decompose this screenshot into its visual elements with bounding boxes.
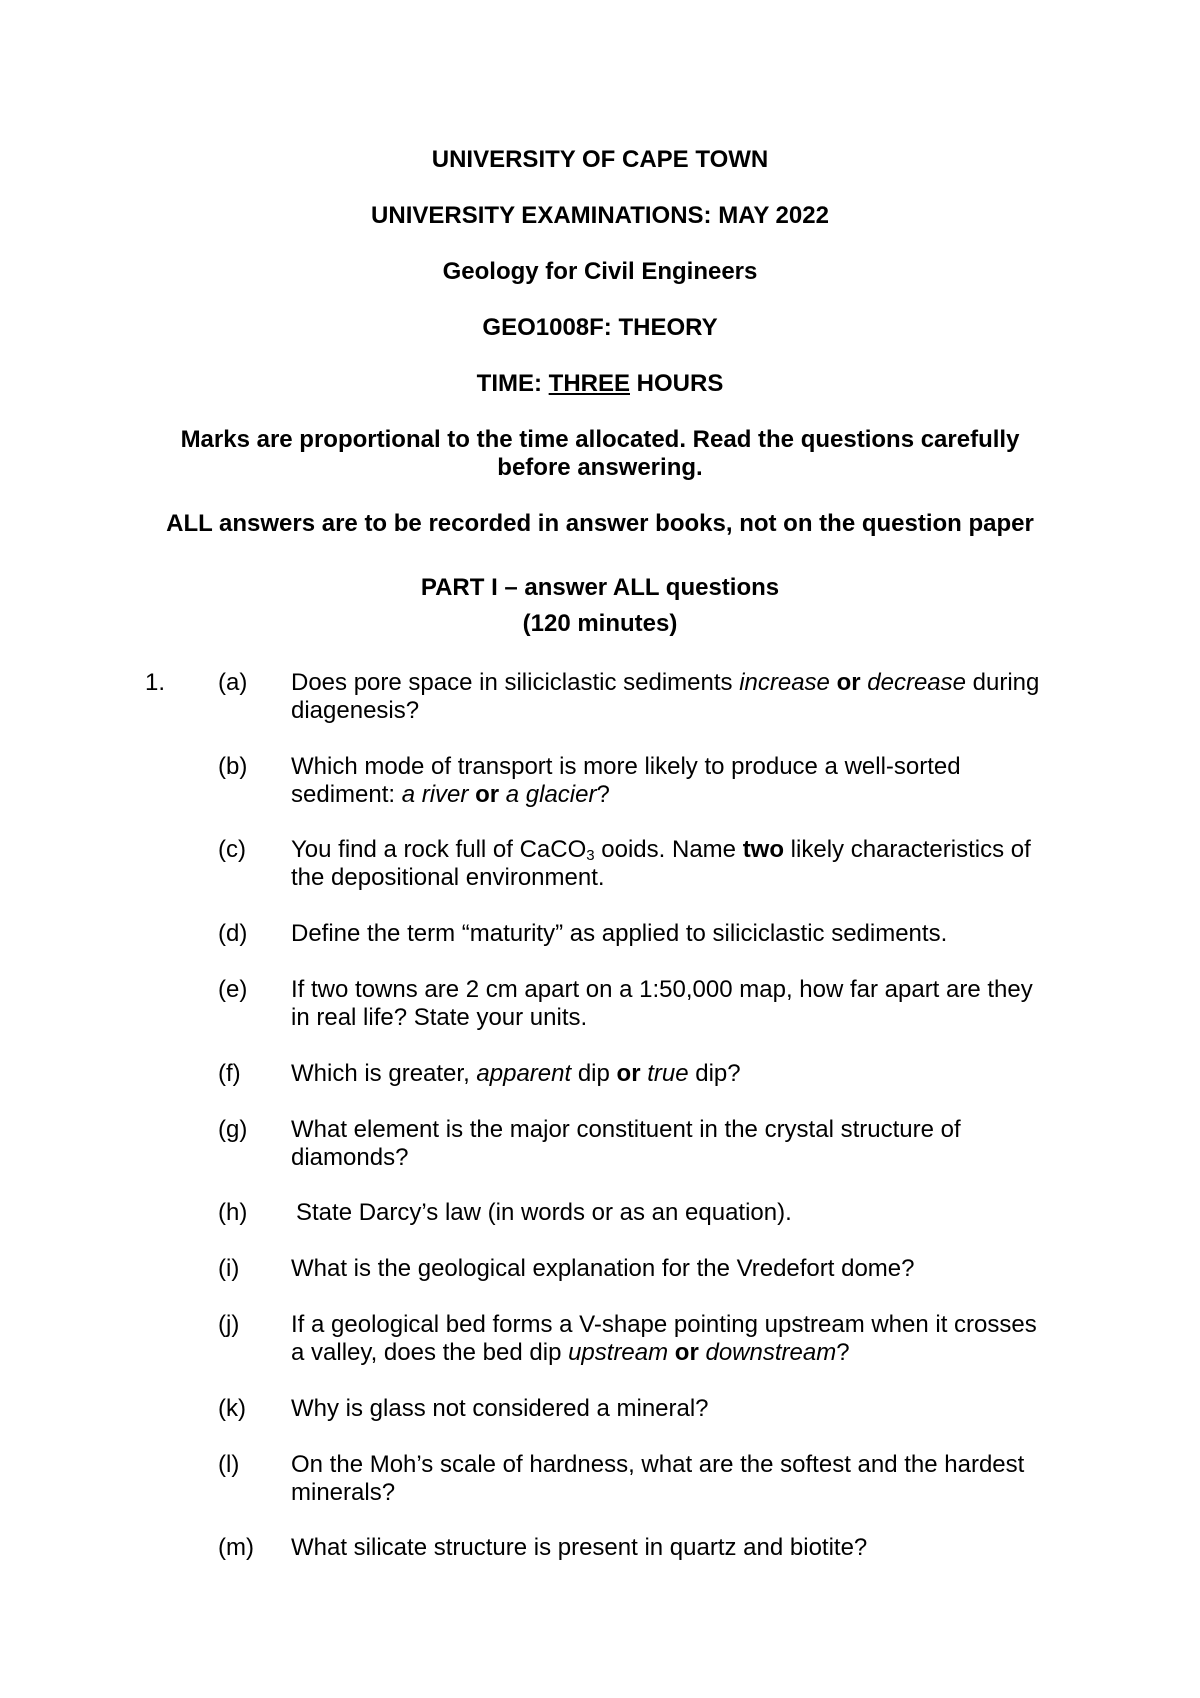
- item-text: Why is glass not considered a mineral?: [291, 1395, 709, 1422]
- item-label: (a): [218, 669, 248, 696]
- text-run: likely characteristics of: [784, 836, 1031, 863]
- bold-run: or: [668, 1339, 706, 1366]
- university-name: UNIVERSITY OF CAPE TOWN: [431, 146, 769, 173]
- italic-run: downstream: [705, 1339, 837, 1366]
- bold-run: two: [742, 836, 785, 863]
- text-run: Does pore space in siliciclastic sediments: [291, 669, 740, 696]
- text-run: dip?: [688, 1060, 741, 1087]
- text-run: ooids. Name: [594, 836, 743, 863]
- italic-run: decrease: [867, 669, 966, 696]
- text-run: a valley, does the bed dip: [291, 1339, 569, 1366]
- italic-run: a glacier: [505, 781, 597, 808]
- italic-run: true: [647, 1060, 689, 1087]
- item-label: (j): [218, 1311, 240, 1338]
- text-run: ?: [596, 781, 610, 808]
- item-text: What is the geological explanation for the Vredefort dome?: [291, 1255, 915, 1282]
- text-run: dip: [571, 1060, 617, 1087]
- item-text: [291, 836, 1071, 892]
- item-text: [291, 753, 1071, 809]
- item-label: (b): [218, 753, 248, 780]
- text-run: ?: [836, 1339, 850, 1366]
- marks-note-line2: before answering.: [497, 454, 703, 481]
- part-title: PART I – answer ALL questions: [420, 574, 780, 601]
- item-text: Define the term “maturity” as applied to siliciclastic sediments.: [291, 920, 948, 947]
- item-label: (k): [218, 1395, 246, 1422]
- italic-run: a river: [401, 781, 469, 808]
- text-run: sediment:: [291, 781, 402, 808]
- italic-run: apparent: [476, 1060, 572, 1087]
- italic-run: upstream: [568, 1339, 669, 1366]
- item-text: [291, 1311, 1071, 1367]
- item-text: [291, 1060, 1071, 1088]
- item-label: (m): [218, 1534, 254, 1561]
- item-text: What silicate structure is present in quartz and biotite?: [291, 1534, 868, 1561]
- text-run: On the Moh’s scale of hardness, what are the softest and the hardest: [291, 1451, 1025, 1478]
- item-text: State Darcy’s law (in words or as an equation).: [296, 1199, 792, 1226]
- course-title: Geology for Civil Engineers: [442, 258, 758, 285]
- answers-instruction: ALL answers are to be recorded in answer books, not on the question paper: [166, 510, 1034, 537]
- text-run: Which mode of transport is more likely to produce a well-sorted: [291, 753, 961, 780]
- text-run: You find a rock full of CaCO: [291, 836, 587, 863]
- item-text: [291, 976, 1071, 1032]
- item-label: (i): [218, 1255, 240, 1282]
- item-label: (d): [218, 920, 248, 947]
- course-code: GEO1008F: THEORY: [482, 314, 718, 341]
- text-run: Which is greater,: [291, 1060, 477, 1087]
- marks-note-line1: Marks are proportional to the time allocated. Read the questions carefully: [180, 426, 1020, 453]
- item-label: (l): [218, 1451, 240, 1478]
- item-label: (c): [218, 836, 246, 863]
- exam-duration: [0, 370, 1200, 398]
- text-run: diagenesis?: [291, 697, 420, 724]
- text-run: What element is the major constituent in the crystal structure of: [291, 1116, 961, 1143]
- italic-run: increase: [739, 669, 830, 696]
- item-label: (h): [218, 1199, 248, 1226]
- item-text: [291, 1116, 1071, 1172]
- item-text: [291, 669, 1071, 725]
- text-run: during: [965, 669, 1040, 696]
- bold-run: or: [829, 669, 868, 696]
- text-run: the depositional environment.: [291, 864, 605, 891]
- duration-emphasis: THREE: [548, 370, 630, 397]
- item-text: [291, 1451, 1071, 1507]
- text-run: minerals?: [291, 1479, 396, 1506]
- text-run: If two towns are 2 cm apart on a 1:50,000 map, how far apart are they: [291, 976, 1033, 1003]
- part-duration: (120 minutes): [522, 610, 678, 637]
- subscript: 3: [586, 847, 595, 864]
- item-label: (g): [218, 1116, 248, 1143]
- bold-run: or: [468, 781, 506, 808]
- item-label: (e): [218, 976, 248, 1003]
- duration-prefix: TIME:: [476, 370, 549, 397]
- question-number: 1.: [145, 669, 166, 696]
- text-run: diamonds?: [291, 1144, 409, 1171]
- item-label: (f): [218, 1060, 241, 1087]
- text-run: in real life? State your units.: [291, 1004, 588, 1031]
- exam-session: UNIVERSITY EXAMINATIONS: MAY 2022: [371, 202, 829, 229]
- text-run: If a geological bed forms a V-shape pointing upstream when it crosses: [291, 1311, 1037, 1338]
- duration-suffix: HOURS: [630, 370, 724, 397]
- bold-run: or: [616, 1060, 641, 1087]
